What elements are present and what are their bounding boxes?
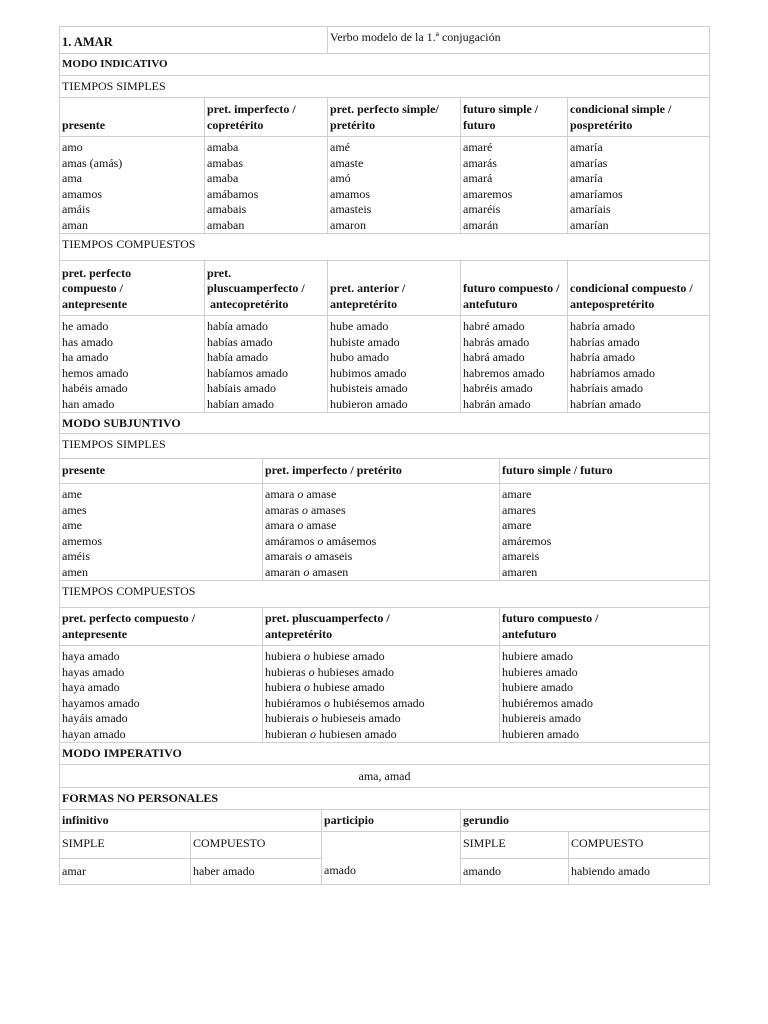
ger-simple-value: amando (461, 858, 568, 884)
imperativo-forms-row (59, 765, 710, 788)
header-line: presente (62, 117, 106, 132)
form-a: amáramos (265, 533, 315, 548)
conjugated-form: amarán (463, 217, 499, 232)
ind-compuesto-col-3 (460, 316, 567, 412)
ind-simple-header-2 (327, 98, 460, 136)
no-personales-label: FORMAS NO PERSONALES (62, 791, 219, 805)
header-line: antepretérito (265, 626, 333, 641)
inf-simple-label: SIMPLE (62, 836, 105, 850)
conjugated-form: habrá amado (463, 350, 525, 364)
ind-simple-header-4 (567, 98, 709, 136)
conjugated-form: habíamos amado (207, 365, 288, 380)
conjugated-form: amaren (502, 564, 538, 579)
conjugated-form: hayan amado (62, 726, 126, 741)
verb-subtitle: Verbo modelo de la 1.ª conjugación (327, 27, 709, 53)
indicativo-simples-label: TIEMPOS SIMPLES (62, 79, 166, 93)
conjugated-form: ama (62, 171, 82, 185)
ind-simple-col-3 (460, 137, 567, 233)
subjuntivo-simples-values-row (59, 484, 710, 581)
conjugated-form: habrán amado (463, 396, 531, 411)
conjugated-form: habías amado (207, 334, 273, 349)
conjunction: o (303, 680, 310, 694)
conjugated-form: habréis amado (463, 381, 533, 395)
form-a: amaras (265, 502, 299, 517)
conjugated-form: amarías (570, 155, 608, 170)
header-line: antefuturo (463, 296, 518, 311)
form-b: amaseis (314, 549, 353, 563)
subjuntivo-mode-row (59, 413, 710, 434)
header-line: pluscuamperfecto / (207, 281, 305, 295)
indicativo-compuestos-row (59, 234, 710, 261)
conjunction: o (303, 649, 310, 663)
form-b: amasen (312, 564, 349, 579)
infinitivo-header: infinitivo (62, 813, 109, 827)
conjugated-form: amaréis (463, 202, 501, 216)
conjugated-form: amáremos (502, 533, 552, 548)
conjugated-form: amemos (62, 533, 102, 548)
conjugated-form: ha amado (62, 350, 109, 364)
conjugated-form: hubiere amado (502, 680, 573, 694)
conjugated-form: amaba (207, 140, 239, 154)
conjugated-form: amaste (330, 155, 364, 170)
conjunction: o (324, 695, 330, 710)
header-line: antefuturo (502, 626, 557, 641)
header-line: futuro (463, 117, 496, 132)
form-a: hubiéramos (265, 695, 321, 710)
conjunction: o (317, 533, 324, 548)
header-line: compuesto / (62, 281, 123, 295)
conjugated-form (265, 565, 497, 581)
conjugated-form: amaré (463, 140, 493, 154)
header-line: futuro simple / (463, 102, 539, 116)
form-a: hubiera (265, 649, 301, 663)
form-b: hubiesen amado (318, 726, 397, 741)
conjugated-form: amare (502, 518, 532, 532)
subjuntivo-compuestos-row (59, 581, 710, 608)
ind-simple-header-3 (460, 98, 567, 136)
subj-header-presente: presente (62, 463, 106, 477)
conjugated-form: hubieron amado (330, 396, 408, 411)
conjunction: o (305, 549, 312, 563)
inf-simple-value: amar (60, 858, 190, 884)
conjugated-form: amábamos (207, 186, 259, 201)
conjugated-form: hubisteis amado (330, 381, 408, 395)
conjugated-form: amabas (207, 155, 243, 170)
form-a: hubiera (265, 680, 301, 694)
conjugated-form: hayamos amado (62, 695, 140, 710)
header-line: futuro compuesto / (463, 281, 560, 295)
conjugated-form: amare (502, 487, 532, 501)
conjugated-form: amamos (330, 186, 370, 201)
ind-compuesto-col-4 (567, 316, 709, 412)
conjugated-form: hemos amado (62, 365, 129, 380)
subj-header-imperfecto: pret. imperfecto / pretérito (262, 459, 499, 483)
conjugated-form (265, 711, 497, 727)
ind-simple-header-0 (60, 98, 204, 136)
conjugated-form: amaríais (570, 202, 611, 216)
conjugated-form: amares (502, 502, 536, 517)
header-line: futuro compuesto / (502, 611, 599, 625)
header-line: pret. anterior / (330, 281, 406, 295)
conjugated-form: has amado (62, 334, 113, 349)
indicativo-compuestos-label: TIEMPOS COMPUESTOS (62, 237, 196, 251)
conjugated-form (265, 696, 497, 712)
indicativo-mode-row (59, 54, 710, 76)
conjugated-form (265, 534, 497, 550)
gerundio-header: gerundio (460, 810, 709, 831)
conjunction: o (303, 564, 310, 579)
subjuntivo-mode-label: MODO SUBJUNTIVO (62, 416, 181, 430)
ind-compuesto-col-2 (327, 316, 460, 412)
conjugated-form (265, 727, 497, 743)
conjugated-form: ame (62, 518, 82, 532)
subj-futuro-comp-col (499, 646, 709, 742)
form-b: hubiésemos amado (333, 695, 425, 710)
subj-perfecto-col (60, 646, 262, 742)
subj-header-futuro: futuro simple / futuro (499, 459, 709, 483)
subj-futuro-col (499, 484, 709, 580)
conjugated-form: amáis (62, 202, 90, 216)
conjugated-form: amamos (62, 186, 102, 201)
conjugated-form: habían amado (207, 396, 274, 411)
conjugated-form: amaban (207, 217, 245, 232)
form-a: amara (265, 487, 295, 501)
no-personales-row (59, 788, 710, 810)
conjunction: o (308, 664, 315, 679)
ger-compuesto-col (568, 832, 709, 884)
form-b: amase (306, 487, 337, 501)
conjugated-form: hubiste amado (330, 334, 400, 349)
subjuntivo-compuestos-values-row (59, 646, 710, 743)
imperativo-mode-row (59, 743, 710, 765)
conjugated-form: habríamos amado (570, 365, 655, 380)
header-line: pret. pluscuamperfecto / (265, 611, 390, 625)
conjugated-form: amo (62, 140, 83, 154)
subj-presente-col (60, 484, 262, 580)
ger-compuesto-label: COMPUESTO (571, 836, 644, 850)
participio-value: amado (321, 832, 460, 884)
conjugated-form (265, 503, 497, 519)
header-line: pret. imperfecto / (207, 102, 296, 116)
header-line: antepresente (62, 626, 128, 641)
header-row (59, 26, 710, 54)
conjugated-form: habrás amado (463, 334, 530, 349)
conjugated-form: amé (330, 140, 350, 154)
conjugated-form: amarás (463, 155, 497, 170)
conjugated-form: améis (62, 549, 90, 563)
subj-compuesto-header-0 (60, 608, 262, 645)
conjugated-form: ame (62, 487, 82, 501)
indicativo-simples-header-row (59, 98, 710, 137)
conjugated-form: han amado (62, 396, 115, 411)
indicativo-compuestos-values-row (59, 316, 710, 413)
conjugated-form: amaría (570, 171, 603, 185)
conjugated-form: amaba (207, 171, 239, 185)
form-b: amases (310, 502, 346, 517)
conjugated-form: habría amado (570, 319, 635, 333)
ind-simple-col-1 (204, 137, 327, 233)
conjugation-table (59, 26, 710, 885)
conjugated-form: habremos amado (463, 365, 545, 380)
no-personales-values-row (59, 832, 710, 885)
header-line: condicional simple / (570, 102, 672, 116)
conjugated-form: hubimos amado (330, 365, 407, 380)
conjugated-form: habéis amado (62, 381, 128, 395)
subjuntivo-simples-row (59, 434, 710, 459)
conjugated-form: hubieres amado (502, 664, 578, 679)
indicativo-simples-row (59, 76, 710, 98)
verb-title: 1. AMAR (62, 34, 113, 49)
form-b: hubiese amado (312, 649, 385, 663)
conjugated-form: amaría (570, 140, 603, 154)
header-line: condicional compuesto / (570, 281, 693, 295)
header-line: pret. perfecto simple/ (330, 102, 439, 116)
participio-header: participio (321, 810, 460, 831)
subj-compuesto-header-2 (499, 608, 709, 645)
subjuntivo-simples-label: TIEMPOS SIMPLES (62, 437, 166, 451)
ind-compuesto-header-0 (60, 261, 204, 315)
conjugated-form: amaron (330, 217, 366, 232)
header-line: antecopretérito (207, 296, 289, 311)
ind-simple-col-2 (327, 137, 460, 233)
conjunction: o (301, 502, 308, 517)
conjugated-form (265, 665, 497, 681)
form-a: hubieras (265, 664, 306, 679)
ind-compuesto-header-2 (327, 261, 460, 315)
inf-simple-col (60, 832, 190, 884)
conjugated-form: había amado (207, 350, 268, 364)
indicativo-compuestos-header-row (59, 261, 710, 316)
conjugated-form: habíais amado (207, 381, 276, 395)
conjunction: o (297, 487, 304, 501)
indicativo-simples-values-row (59, 137, 710, 234)
subj-compuesto-header-1 (262, 608, 499, 645)
header-line: pret. (207, 265, 232, 280)
conjugated-form: aman (62, 217, 88, 232)
conjugated-form: hayáis amado (62, 711, 128, 725)
conjunction: o (297, 518, 304, 532)
form-a: hubierais (265, 711, 309, 725)
conjugated-form: hubo amado (330, 350, 389, 364)
header-line: antepresente (62, 296, 128, 311)
ind-compuesto-header-3 (460, 261, 567, 315)
ind-simple-col-0 (60, 137, 204, 233)
header-line: antepospretérito (570, 296, 655, 311)
header-line: pret. perfecto (62, 265, 132, 280)
header-line: pretérito (330, 117, 376, 132)
conjugated-form: habrían amado (570, 396, 641, 411)
conjugated-form: haya amado (62, 649, 120, 663)
conjugated-form: habría amado (570, 350, 635, 364)
form-a: hubieran (265, 726, 307, 741)
header-line: pret. perfecto compuesto / (62, 611, 196, 625)
form-b: hubiese amado (312, 680, 385, 694)
imperativo-mode-label: MODO IMPERATIVO (62, 746, 182, 760)
conjugated-form: habríais amado (570, 381, 643, 395)
conjugated-form (265, 487, 497, 503)
conjugated-form: haya amado (62, 680, 120, 694)
conjugated-form: ames (62, 502, 87, 517)
subj-plusc-col (262, 646, 499, 742)
header-line: copretérito (207, 117, 264, 132)
form-a: amara (265, 518, 295, 532)
conjugated-form: hubieren amado (502, 726, 579, 741)
conjugated-form: amó (330, 171, 351, 185)
conjunction: o (312, 711, 318, 725)
ind-simple-col-4 (567, 137, 709, 233)
conjugated-form: amen (62, 564, 88, 579)
indicativo-mode-label: MODO INDICATIVO (62, 57, 168, 70)
conjugated-form (265, 549, 497, 565)
conjugated-form: amaremos (463, 186, 513, 201)
form-b: hubieseis amado (321, 711, 401, 725)
ind-compuesto-header-4 (567, 261, 709, 315)
conjugated-form: amaríamos (570, 186, 623, 201)
no-personales-header-row (59, 810, 710, 832)
ind-compuesto-header-1 (204, 261, 327, 315)
ind-compuesto-col-1 (204, 316, 327, 412)
ger-simple-col (460, 832, 568, 884)
subjuntivo-simples-header-row (59, 459, 710, 484)
conjugated-form (265, 649, 497, 665)
ger-simple-label: SIMPLE (463, 836, 506, 850)
conjugated-form: amará (463, 171, 493, 185)
inf-compuesto-col (190, 832, 321, 884)
conjugated-form (265, 680, 497, 696)
conjugated-form: habrías amado (570, 334, 640, 349)
inf-compuesto-value: haber amado (191, 858, 321, 884)
conjugated-form: amas (amás) (62, 155, 123, 170)
form-a: amaran (265, 564, 301, 579)
conjugated-form: amabais (207, 202, 247, 216)
subjuntivo-compuestos-label: TIEMPOS COMPUESTOS (62, 584, 196, 598)
subjuntivo-compuestos-header-row (59, 608, 710, 646)
conjugated-form: hube amado (330, 319, 389, 333)
conjugated-form: hubiereis amado (502, 711, 581, 725)
conjugated-form: amareis (502, 549, 540, 563)
form-b: hubieses amado (317, 664, 394, 679)
conjugated-form: hubiéremos amado (502, 695, 593, 710)
conjugated-form: amasteis (330, 202, 372, 216)
form-b: amase (306, 518, 337, 532)
form-a: amarais (265, 549, 303, 563)
conjugated-form: habré amado (463, 319, 525, 333)
ind-compuesto-col-0 (60, 316, 204, 412)
header-line: antepretérito (330, 296, 398, 311)
ger-compuesto-value: habiendo amado (569, 858, 709, 884)
ind-simple-header-1 (204, 98, 327, 136)
conjunction: o (309, 726, 316, 741)
inf-compuesto-label: COMPUESTO (193, 836, 266, 850)
conjugated-form: he amado (62, 319, 109, 333)
subj-imperfecto-col (262, 484, 499, 580)
conjugated-form: había amado (207, 319, 268, 333)
conjugated-form: hayas amado (62, 664, 125, 679)
imperativo-forms: ama, amad (358, 769, 411, 783)
header-line: pospretérito (570, 117, 633, 132)
conjugated-form: amarían (570, 217, 609, 232)
conjugated-form: hubiere amado (502, 649, 573, 663)
conjugated-form (265, 518, 497, 534)
form-b: amásemos (326, 533, 377, 548)
